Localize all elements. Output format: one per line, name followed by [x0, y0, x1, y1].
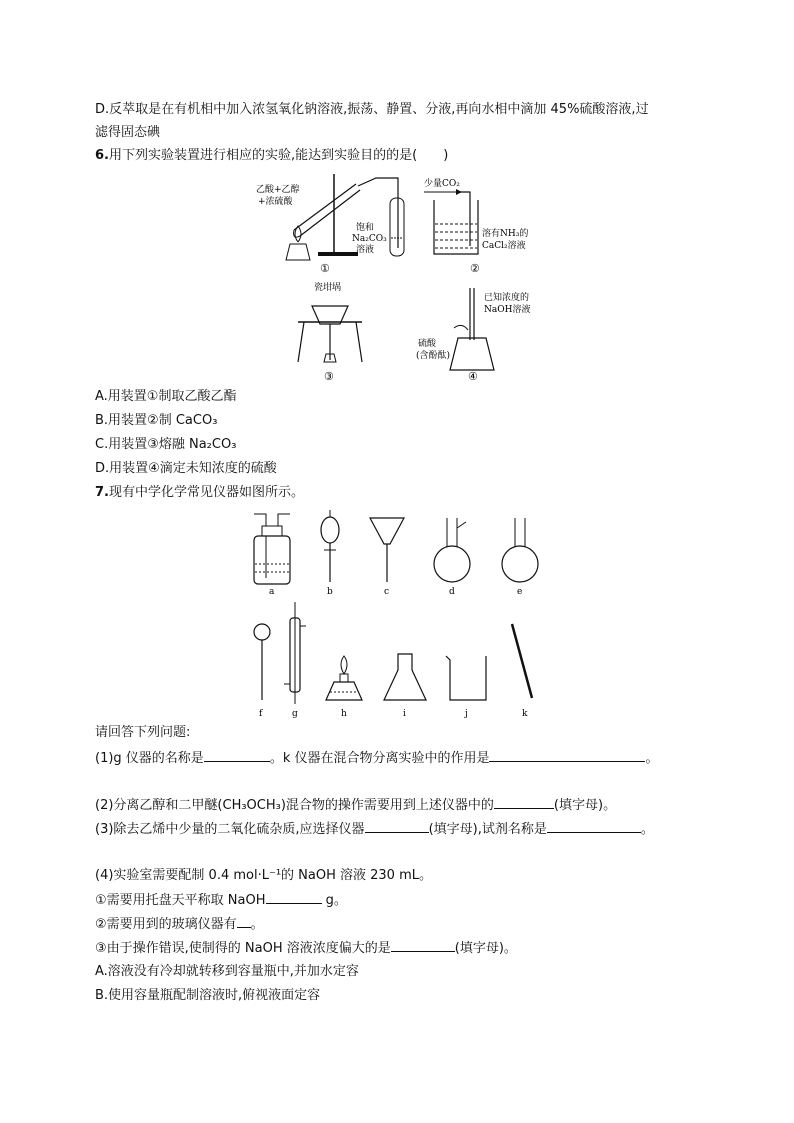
- q7-part-4-3: [95, 939, 517, 958]
- q6-option-b: B.用装置②制 CaCO₃: [95, 413, 218, 428]
- q7-part-3-text-b: (填字母),试剂名称是: [428, 822, 547, 837]
- q7-part-4-2-text-b: 。: [250, 917, 264, 932]
- apparatus-3-crucible-label: 瓷坩埚: [314, 283, 342, 293]
- q6-option-d: D.用装置④滴定未知浓度的硫酸: [95, 461, 277, 476]
- apparatus-2-number: ②: [470, 262, 480, 275]
- apparatus-4-number: ④: [468, 370, 478, 383]
- q7-part-4-1: [95, 891, 347, 910]
- q7-part-4-1-text-b: g。: [321, 893, 347, 908]
- q7-part-1-text-a: (1)g 仪器的名称是: [95, 751, 204, 766]
- q5-option-d-line1: D.反萃取是在有机相中加入浓氢氧化钠溶液,振荡、静置、分液,再向水相中滴加 45%硫酸溶液,过: [95, 102, 649, 117]
- q6-option-c: C.用装置③熔融 Na₂CO₃: [95, 437, 237, 452]
- instrument-label-h: h: [341, 709, 347, 719]
- q7-stem: [95, 484, 304, 502]
- apparatus-2-solution-label-1: 溶有NH₃的: [482, 229, 529, 239]
- instrument-label-b: b: [327, 587, 333, 597]
- q7-part-3-blank-1[interactable]: [365, 820, 429, 833]
- q7-number: 7.: [95, 485, 109, 500]
- q6-option-a: A.用装置①制取乙酸乙酯: [95, 389, 237, 404]
- apparatus-4-naoh-label-1: 已知浓度的: [484, 293, 530, 303]
- q7-part-4-3-text-b: (填字母)。: [454, 941, 517, 956]
- q7-part-2-text-a: (2)分离乙醇和二甲醚(CH₃OCH₃)混合物的操作需要用到上述仪器中的: [95, 798, 494, 813]
- instrument-label-f: f: [259, 709, 263, 719]
- apparatus-3-number: ③: [324, 370, 334, 383]
- q7-part-1-text-b: 。k 仪器在混合物分离实验中的作用是: [269, 751, 490, 766]
- q7-part-1: [95, 749, 659, 768]
- q6-stem: [95, 147, 448, 165]
- q7-part-4-1-blank[interactable]: [266, 891, 322, 904]
- q7-part-3: [95, 820, 654, 839]
- q7-prompt: 请回答下列问题:: [95, 725, 191, 740]
- instrument-label-a: a: [269, 587, 275, 597]
- apparatus-3-figure: [290, 278, 370, 384]
- instrument-k-drawing: [512, 624, 532, 698]
- apparatus-1-number: ①: [320, 262, 330, 275]
- q7-part-3-blank-2[interactable]: [547, 820, 641, 833]
- instrument-label-e: e: [517, 587, 523, 597]
- apparatus-4-figure: [410, 278, 550, 384]
- q7-part-3-text-a: (3)除去乙烯中少量的二氧化硫杂质,应选择仪器: [95, 822, 365, 837]
- apparatus-2-figure: [420, 168, 540, 276]
- apparatus-1-reagent-label-2: +浓硫酸: [258, 197, 293, 207]
- instrument-h-drawing: [326, 656, 362, 700]
- q7-part-3-text-c: 。: [640, 822, 654, 837]
- instrument-i-drawing: [384, 654, 426, 700]
- instrument-label-j: j: [465, 709, 468, 719]
- q7-part-4-2-blank[interactable]: [237, 915, 251, 928]
- instrument-label-i: i: [403, 709, 406, 719]
- q7-part-2-text-b: (填字母)。: [553, 798, 617, 813]
- instrument-e-drawing: [502, 518, 538, 582]
- q7-part-4-2: [95, 915, 264, 934]
- q7-part-4-2-text-a: ②需要用到的玻璃仪器有: [95, 917, 237, 932]
- q7-part-4-1-text-a: ①需要用托盘天平称取 NaOH: [95, 893, 266, 908]
- q7-part-4-3-blank[interactable]: [391, 939, 455, 952]
- apparatus-1-figure: [248, 168, 408, 276]
- apparatus-4-acid-label-2: (含酚酞): [416, 351, 451, 361]
- q5-option-d-line2: 滤得固态碘: [95, 125, 161, 140]
- apparatus-1-solution-label-2: Na₂CO₃: [352, 234, 387, 244]
- q7-part-2: [95, 796, 616, 815]
- q7-part-4-3-text-a: ③由于操作错误,使制得的 NaOH 溶液浓度偏大的是: [95, 941, 391, 956]
- instrument-g-drawing: [284, 602, 306, 704]
- q6-stem-text: 用下列实验装置进行相应的实验,能达到实验目的的是( ): [108, 148, 449, 163]
- apparatus-1-solution-label-3: 溶液: [356, 245, 375, 255]
- apparatus-4-naoh-label-2: NaOH溶液: [484, 305, 531, 315]
- q7-stem-text: 现有中学化学常见仪器如图所示。: [108, 485, 304, 500]
- instrument-c-drawing: [370, 518, 404, 582]
- instrument-label-c: c: [384, 587, 390, 597]
- q6-number: 6.: [95, 148, 109, 163]
- q7-part-2-blank[interactable]: [494, 796, 554, 809]
- apparatus-2-gas-label: 少量CO₂: [424, 179, 460, 189]
- q7-part-1-text-c: 。: [645, 751, 659, 766]
- instrument-label-k: k: [522, 709, 528, 719]
- apparatus-1-solution-label-1: 饱和: [356, 223, 375, 233]
- apparatus-4-acid-label-1: 硫酸: [418, 339, 437, 349]
- q7-option-a: A.溶液没有冷却就转移到容量瓶中,并加水定容: [95, 964, 359, 979]
- instrument-b-drawing: [321, 510, 339, 582]
- instrument-j-drawing: [446, 656, 486, 700]
- q7-option-b: B.使用容量瓶配制溶液时,俯视液面定容: [95, 988, 321, 1003]
- q7-part-1-blank-2[interactable]: [489, 749, 645, 762]
- apparatus-1-reagent-label-1: 乙酸+乙醇: [256, 185, 300, 195]
- apparatus-2-solution-label-2: CaCl₂溶液: [482, 241, 526, 251]
- instrument-label-d: d: [449, 587, 455, 597]
- instrument-d-drawing: [434, 518, 470, 582]
- instrument-label-g: g: [292, 709, 298, 719]
- q7-part-1-blank-1[interactable]: [204, 749, 270, 762]
- instruments-row-1-figure: [240, 508, 560, 600]
- instrument-f-drawing: [254, 624, 270, 700]
- instruments-row-2-figure: [240, 600, 560, 724]
- instrument-a-drawing: [254, 514, 290, 584]
- q7-part-4: (4)实验室需要配制 0.4 mol·L⁻¹的 NaOH 溶液 230 mL。: [95, 868, 432, 883]
